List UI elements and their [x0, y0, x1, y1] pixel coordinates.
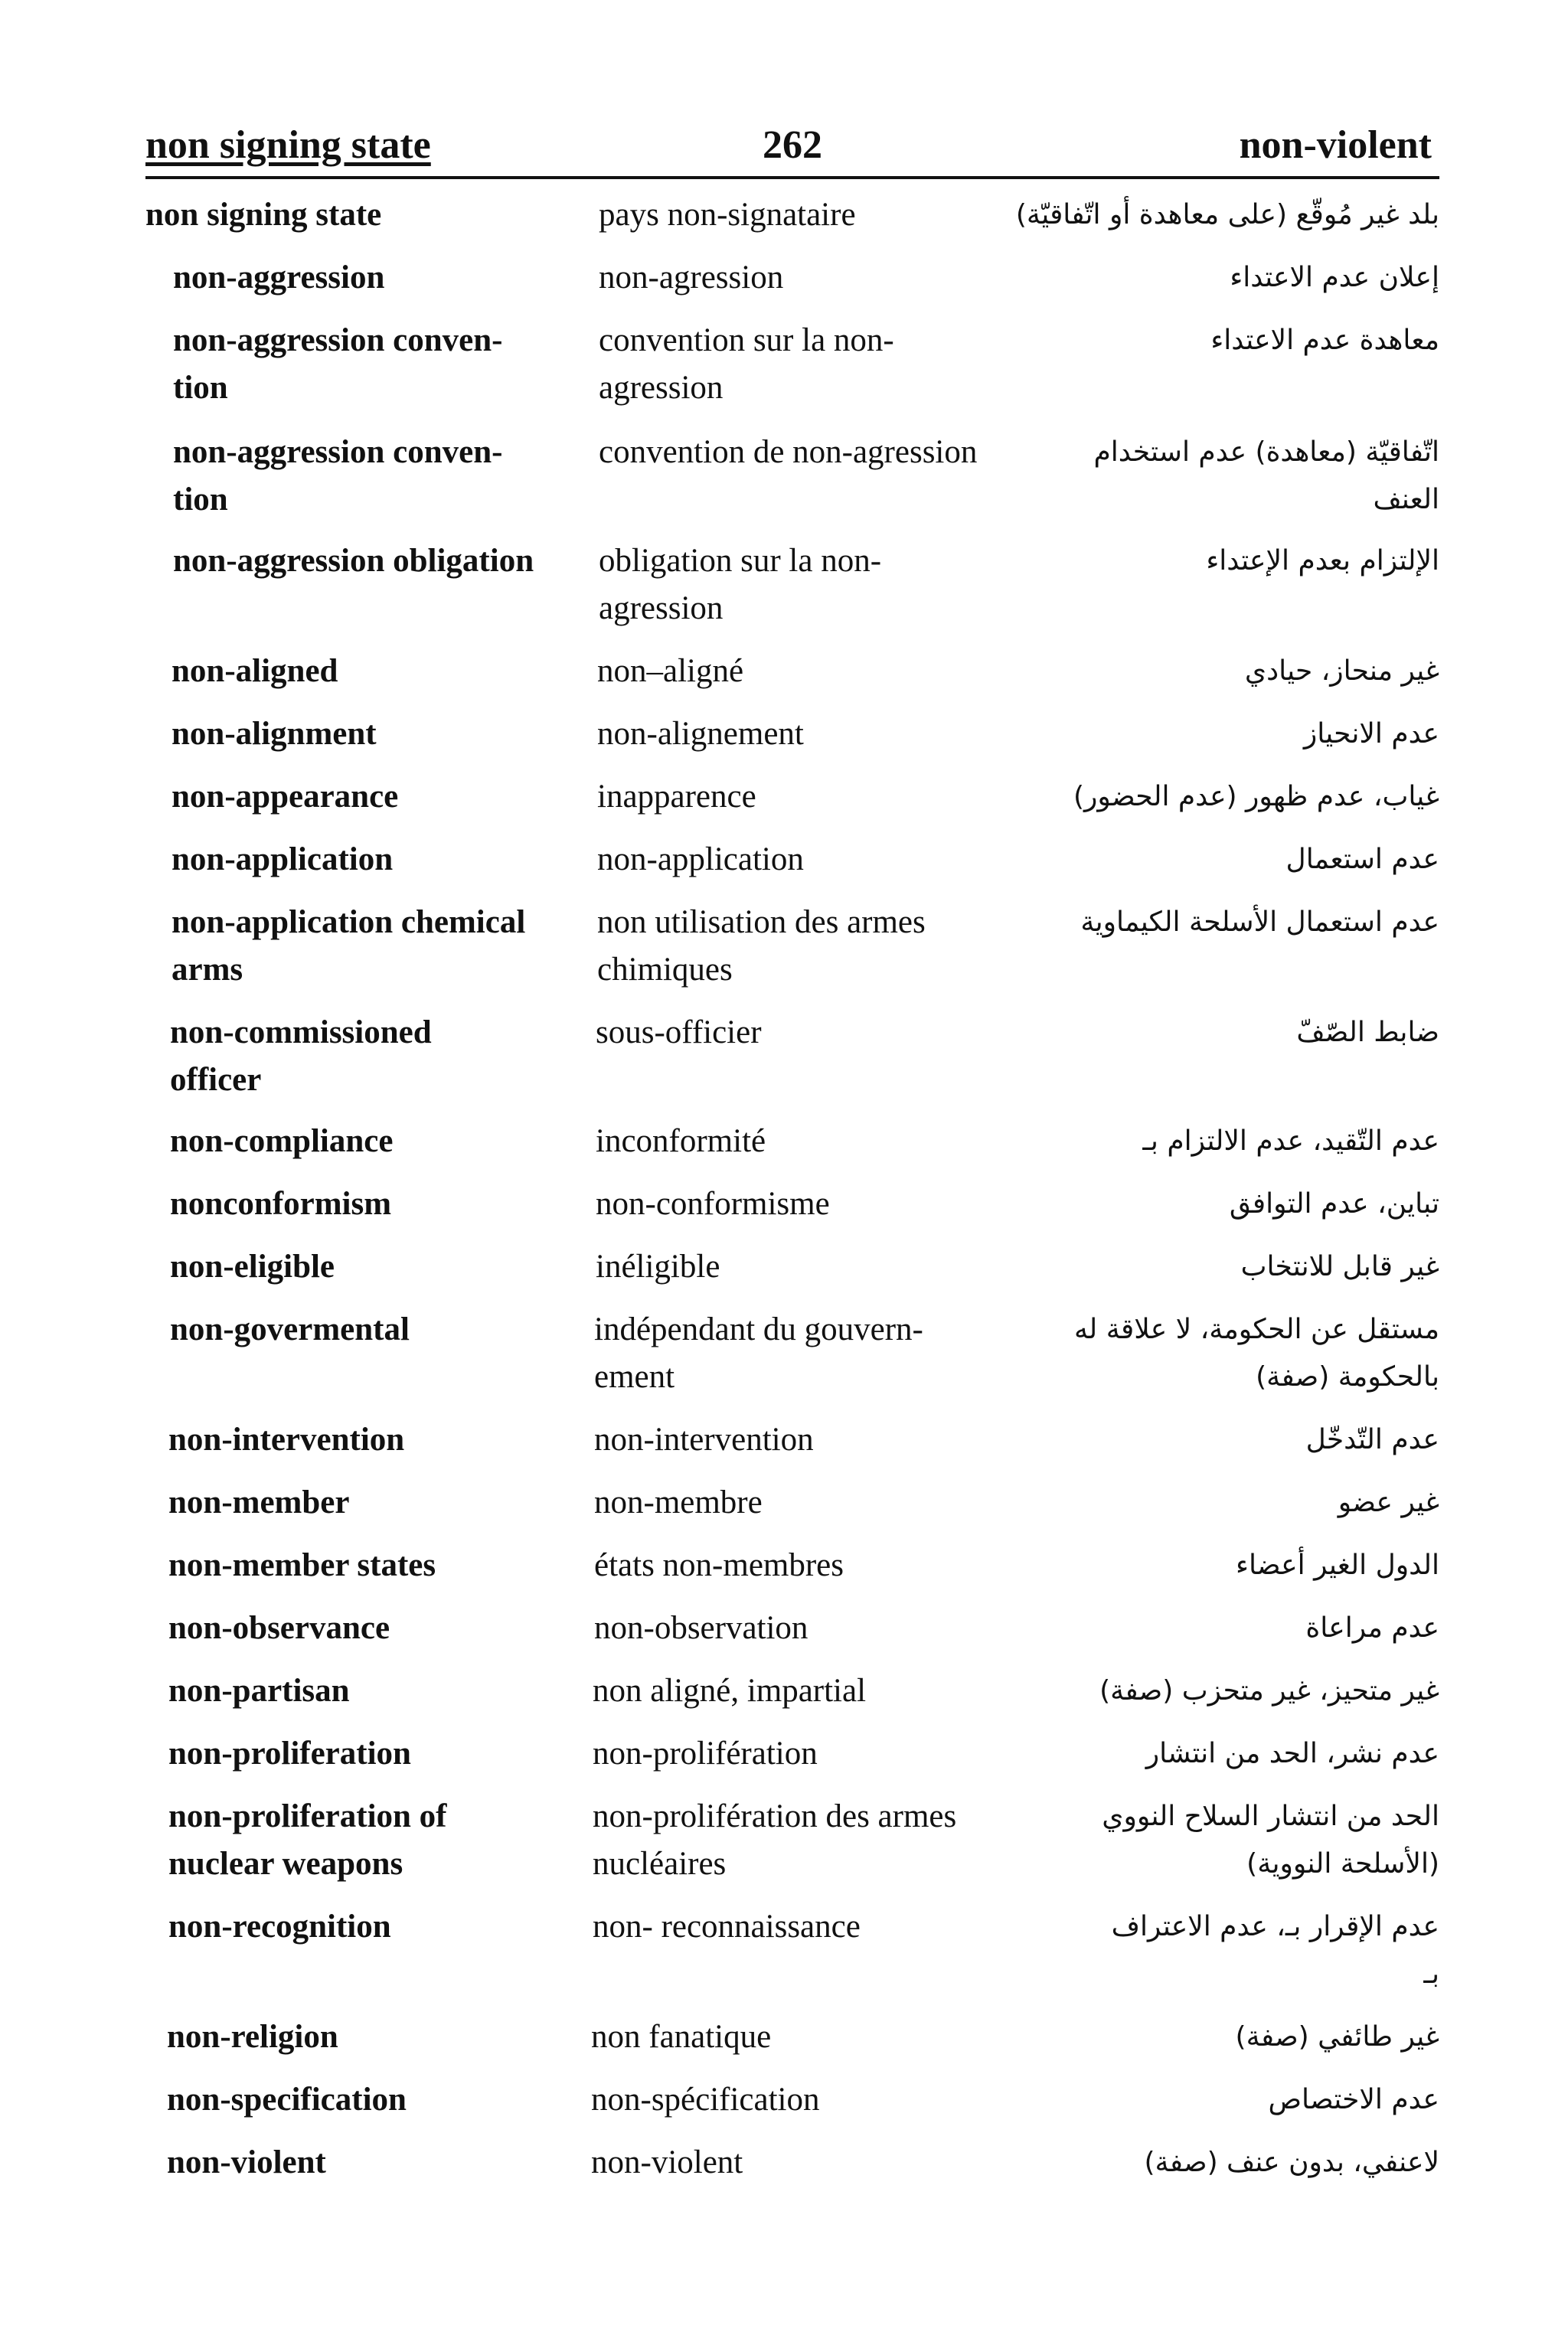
- arabic-translation: مستقل عن الحكومة، لا علاقة له بالحكومة (صفة): [1074, 1314, 1439, 1393]
- english-term: non-alignment: [172, 716, 377, 752]
- french-translation: obligation sur la non- agression: [599, 543, 882, 626]
- arabic-translation: عدم نشر، الحد من انتشار: [1145, 1738, 1439, 1769]
- english-term: non-violent: [167, 2144, 326, 2180]
- left-guide-word: non signing state: [145, 123, 431, 167]
- english-term: non-eligible: [170, 1249, 335, 1285]
- english-term: non-aggression conven- tion: [173, 322, 503, 406]
- english-term: non-govermental: [170, 1311, 410, 1347]
- french-translation: inéligible: [596, 1249, 720, 1285]
- french-translation: non fanatique: [591, 2019, 772, 2055]
- arabic-translation: الدول الغير أعضاء: [1236, 1550, 1439, 1581]
- arabic-translation: غير طائفي (صفة): [1235, 2021, 1439, 2053]
- french-translation: non-spécification: [591, 2082, 820, 2118]
- french-translation: non-conformisme: [596, 1186, 830, 1222]
- english-term: non-compliance: [170, 1123, 394, 1159]
- arabic-translation: ضابط الصّفّ: [1296, 1017, 1439, 1048]
- english-term: non signing state: [145, 197, 382, 233]
- french-translation: non-violent: [591, 2144, 743, 2180]
- english-term: non-application chemical arms: [172, 904, 526, 988]
- arabic-translation: تباين، عدم التوافق: [1229, 1188, 1439, 1220]
- arabic-translation: غير متحيز، غير متحزب (صفة): [1099, 1675, 1439, 1707]
- english-term: non-intervention: [168, 1422, 405, 1458]
- english-term: non-religion: [167, 2019, 338, 2055]
- french-translation: non- reconnaissance: [593, 1909, 861, 1945]
- arabic-translation: معاهدة عدم الاعتداء: [1210, 325, 1439, 356]
- french-translation: non-prolifération: [593, 1736, 818, 1772]
- arabic-translation: الإلتزام بعدم الإعتداء: [1206, 545, 1439, 576]
- arabic-translation: غير عضو: [1338, 1487, 1439, 1518]
- french-translation: non-application: [597, 841, 804, 877]
- arabic-translation: عدم الانحياز: [1303, 718, 1439, 750]
- french-translation: pays non-signataire: [599, 197, 856, 233]
- english-term: non-application: [172, 841, 394, 877]
- english-term: non-member: [168, 1484, 350, 1520]
- arabic-translation: إعلان عدم الاعتداء: [1230, 262, 1439, 293]
- arabic-translation: عدم الاختصاص: [1268, 2084, 1439, 2115]
- english-term: non-aligned: [172, 653, 338, 689]
- english-term: non-specification: [167, 2082, 407, 2118]
- english-term: non-proliferation: [168, 1736, 411, 1772]
- french-translation: sous-officier: [596, 1014, 762, 1050]
- french-translation: non-membre: [594, 1484, 763, 1520]
- french-translation: non-observation: [594, 1610, 808, 1646]
- french-translation: convention de non-agression: [599, 434, 978, 470]
- english-term: nonconformism: [170, 1186, 392, 1222]
- right-guide-word: non-violent: [1239, 123, 1432, 167]
- english-term: non-commissioned officer: [170, 1014, 432, 1098]
- arabic-translation: عدم الإقرار بـ، عدم الاعتراف بـ: [1111, 1911, 1439, 1990]
- french-translation: non-prolifération des armes nucléaires: [593, 1798, 957, 1882]
- arabic-translation: غير منحاز، حيادي: [1244, 655, 1439, 687]
- english-term: non-recognition: [168, 1909, 391, 1945]
- english-term: non-member states: [168, 1547, 436, 1583]
- english-term: non-proliferation of nuclear weapons: [168, 1798, 447, 1882]
- english-term: non-appearance: [172, 779, 399, 815]
- arabic-translation: عدم مراعاة: [1305, 1612, 1439, 1644]
- french-translation: états non-membres: [594, 1547, 844, 1583]
- arabic-translation: عدم استعمال: [1285, 844, 1439, 875]
- arabic-translation: عدم استعمال الأسلحة الكيماوية: [1080, 906, 1439, 938]
- arabic-translation: عدم التّدخّل: [1305, 1424, 1439, 1455]
- arabic-translation: بلد غير مُوقّع (على معاهدة أو اتّفاقيّة): [1015, 199, 1439, 230]
- french-translation: non-alignement: [597, 716, 804, 752]
- english-term: non-partisan: [168, 1673, 350, 1709]
- french-translation: non-agression: [599, 260, 784, 296]
- french-translation: non aligné, impartial: [593, 1673, 867, 1709]
- english-term: non-aggression conven- tion: [173, 434, 503, 518]
- arabic-translation: لاعنفي، بدون عنف (صفة): [1144, 2147, 1439, 2178]
- arabic-translation: غياب، عدم ظهور (عدم الحضور): [1073, 781, 1439, 812]
- french-translation: non-intervention: [594, 1422, 814, 1458]
- arabic-translation: عدم التّقيد، عدم الالتزام بـ: [1142, 1125, 1439, 1157]
- english-term: non-observance: [168, 1610, 390, 1646]
- arabic-translation: غير قابل للانتخاب: [1240, 1251, 1439, 1282]
- page-number: 262: [763, 123, 822, 167]
- french-translation: non–aligné: [597, 653, 744, 689]
- english-term: non-aggression obligation: [173, 543, 534, 579]
- french-translation: indépendant du gouvern- ement: [594, 1311, 923, 1395]
- french-translation: inconformité: [596, 1123, 766, 1159]
- english-term: non-aggression: [173, 260, 385, 296]
- arabic-translation: الحد من انتشار السلاح النووي (الأسلحة النووية): [1102, 1801, 1439, 1880]
- french-translation: convention sur la non- agression: [599, 322, 894, 406]
- french-translation: inapparence: [597, 779, 756, 815]
- arabic-translation: اتّفاقيّة (معاهدة) عدم استخدام العنف: [1093, 436, 1439, 515]
- french-translation: non utilisation des armes chimiques: [597, 904, 926, 988]
